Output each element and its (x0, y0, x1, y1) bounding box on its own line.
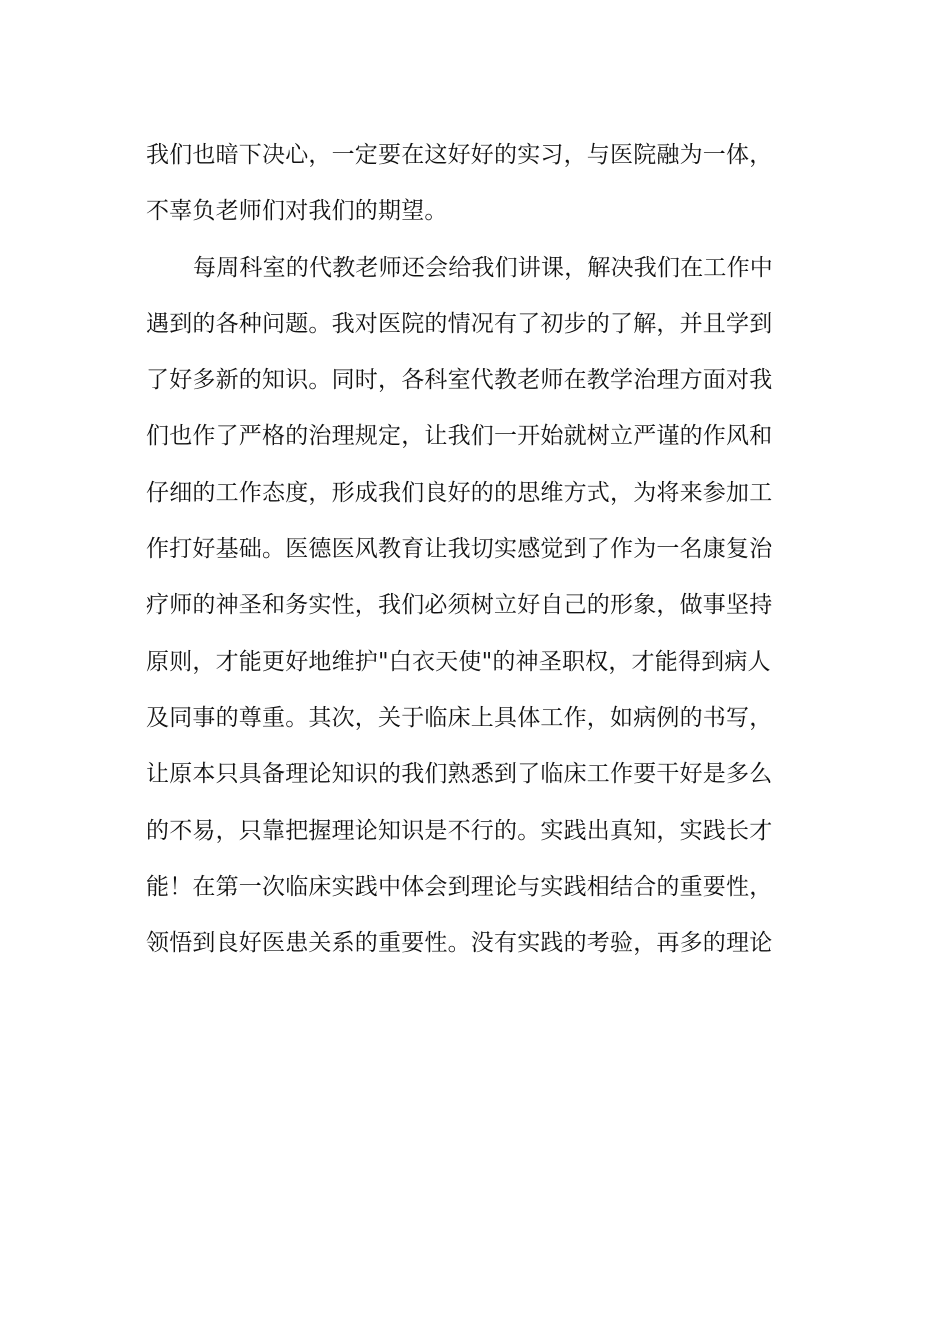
text-line: 原则，才能更好地维护"白衣天使"的神圣职权，才能得到病人 (146, 648, 771, 675)
text-line: 了好多新的知识。同时，各科室代教老师在教学治理方面对我 (146, 367, 773, 394)
paragraph-start-line: 每周科室的代教老师还会给我们讲课，解决我们在工作中 (193, 254, 773, 281)
text-line: 领悟到良好医患关系的重要性。没有实践的考验，再多的理论 (146, 930, 773, 957)
text-line: 遇到的各种问题。我对医院的情况有了初步的了解，并且学到 (146, 310, 773, 337)
text-line: 让原本只具备理论知识的我们熟悉到了临床工作要干好是多么 (146, 761, 773, 788)
text-line: 我们也暗下决心，一定要在这好好的实习，与医院融为一体， (146, 142, 773, 168)
document-body (146, 127, 806, 971)
text-line: 作打好基础。医德医风教育让我切实感觉到了作为一名康复治 (146, 536, 773, 563)
text-line: 及同事的尊重。其次，关于临床上具体工作，如病例的书写， (146, 704, 773, 731)
text-line: 能！在第一次临床实践中体会到理论与实践相结合的重要性， (146, 873, 773, 900)
text-line: 仔细的工作态度，形成我们良好的的思维方式，为将来参加工 (146, 479, 773, 506)
text-line: 们也作了严格的治理规定，让我们一开始就树立严谨的作风和 (146, 423, 773, 450)
text-line: 疗师的神圣和务实性，我们必须树立好自己的形象，做事坚持 (146, 592, 773, 619)
text-line: 不辜负老师们对我们的期望。 (146, 198, 448, 225)
text-line: 的不易，只靠把握理论知识是不行的。实践出真知，实践长才 (146, 817, 773, 844)
